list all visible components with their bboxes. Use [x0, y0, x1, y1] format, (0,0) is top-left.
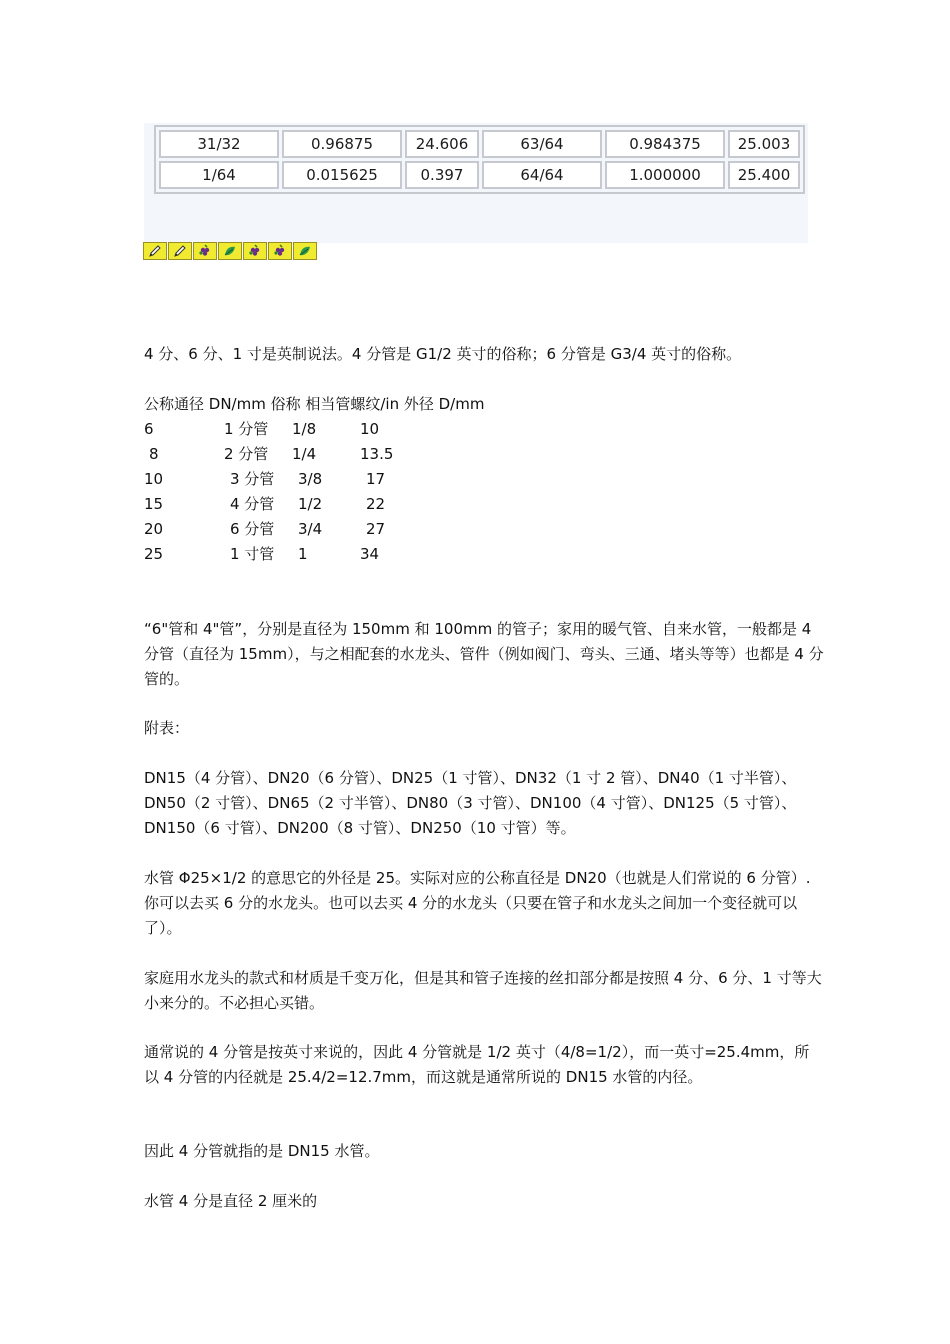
table-cell: 0.96875: [282, 130, 402, 158]
grapes-icon[interactable]: [193, 242, 217, 260]
common-name: 1 分管: [224, 420, 269, 438]
common-name: 2 分管: [224, 445, 269, 463]
outer-diameter: 34: [360, 545, 380, 563]
table-cell: 25.400: [728, 161, 800, 189]
table-cell: 63/64: [482, 130, 602, 158]
dn-table-header: 公称通径 DN/mm 俗称 相当管螺纹/in 外径 D/mm: [144, 395, 485, 413]
thread-size: 1/8: [292, 420, 317, 438]
table-row: [144, 492, 544, 517]
table-cell: 31/32: [159, 130, 279, 158]
paragraph-diameter: 水管 4 分是直径 2 厘米的: [144, 1192, 318, 1210]
thread-size: 3/4: [298, 520, 323, 538]
table-row: [159, 161, 800, 189]
paragraph-inch-calc: 通常说的 4 分管是按英寸来说的，因此 4 分管就是 1/2 英寸（4/8=1/2），而一英寸=25.4mm，所以 4 分管的内径就是 25.4/2=12.7mm，而这就是通常所说的 DN15 水管的内径。: [144, 1043, 810, 1086]
table-cell: 1/64: [159, 161, 279, 189]
thread-size: 3/8: [298, 470, 323, 488]
outer-diameter: 22: [366, 495, 386, 513]
table-row: [144, 517, 544, 542]
paragraph-dn-list: DN15（4 分管）、DN20（6 分管）、DN25（1 寸管）、DN32（1 寸 2 管）、DN40（1 寸半管）、DN50（2 寸管）、DN65（2 寸半管）、DN80（3 寸管）、DN100（4 寸管）、DN125（5 寸管）、DN150（6 寸管）、DN200（8 寸管）、DN250（10 寸管）等。: [144, 769, 797, 837]
outer-diameter: 10: [360, 420, 380, 438]
common-name: 6 分管: [230, 520, 275, 538]
dn-value: 15: [144, 495, 164, 513]
pencil-icon[interactable]: [168, 242, 192, 260]
grapes-icon[interactable]: [268, 242, 292, 260]
thread-size: 1/4: [292, 445, 317, 463]
outer-diameter: 27: [366, 520, 386, 538]
table-cell: 24.606: [405, 130, 479, 158]
common-name: 3 分管: [230, 470, 275, 488]
conversion-table-panel: [144, 123, 808, 243]
table-row: [159, 130, 800, 158]
dn-value: 6: [144, 420, 154, 438]
paragraph-phi25: 水管 Φ25×1/2 的意思它的外径是 25。实际对应的公称直径是 DN20（也就是人们常说的 6 分管）.你可以去买 6 分的水龙头。也可以去买 4 分的水龙头（只要在管子和水龙头之间加一个变径就可以了）。: [144, 869, 811, 937]
table-cell: 0.984375: [605, 130, 725, 158]
paragraph-pipe-sizes: “6"管和 4"管”，分别是直径为 150mm 和 100mm 的管子；家用的暖气管、自来水管，一般都是 4 分管（直径为 15mm），与之相配套的水龙头、管件（例如阀门、弯头、三通、堵头等等）也都是 4 分管的。: [144, 620, 824, 688]
outer-diameter: 13.5: [360, 445, 394, 463]
common-name: 1 寸管: [230, 545, 275, 563]
dn-value: 20: [144, 520, 164, 538]
paragraph-dn15: 因此 4 分管就指的是 DN15 水管。: [144, 1142, 380, 1160]
table-row: [144, 442, 544, 467]
emoticon-strip: [143, 242, 318, 260]
dn-value: 10: [144, 470, 164, 488]
paragraph-appendix-label: 附表：: [144, 719, 190, 737]
pencil-icon[interactable]: [143, 242, 167, 260]
leaf-icon[interactable]: [218, 242, 242, 260]
outer-diameter: 17: [366, 470, 386, 488]
table-cell: 64/64: [482, 161, 602, 189]
dn-size-table: [144, 392, 544, 567]
table-cell: 0.015625: [282, 161, 402, 189]
table-row: [144, 417, 544, 442]
common-name: 4 分管: [230, 495, 275, 513]
leaf-icon[interactable]: [293, 242, 317, 260]
inch-mm-conversion-table: [154, 125, 805, 194]
table-cell: 1.000000: [605, 161, 725, 189]
thread-size: 1/2: [298, 495, 323, 513]
paragraph-faucet: 家庭用水龙头的款式和材质是千变万化，但是其和管子连接的丝扣部分都是按照 4 分、6 分、1 寸等大小来分的。不必担心买错。: [144, 969, 822, 1012]
grapes-icon[interactable]: [243, 242, 267, 260]
table-cell: 25.003: [728, 130, 800, 158]
table-row: [144, 467, 544, 492]
thread-size: 1: [298, 545, 308, 563]
dn-value: 8: [149, 445, 159, 463]
dn-value: 25: [144, 545, 164, 563]
table-row: [144, 542, 544, 567]
table-cell: 0.397: [405, 161, 479, 189]
paragraph-pipe-terms: 4 分、6 分、1 寸是英制说法。4 分管是 G1/2 英寸的俗称；6 分管是 G3/4 英寸的俗称。: [144, 345, 742, 363]
